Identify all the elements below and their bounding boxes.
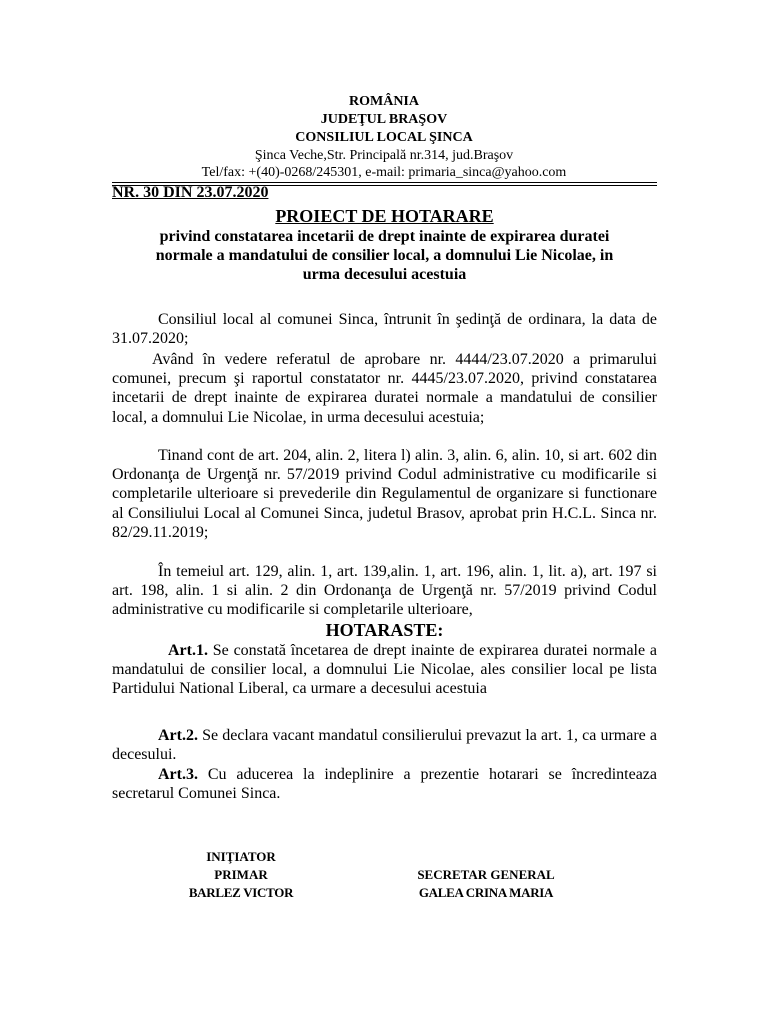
decision-heading: HOTARASTE: bbox=[325, 620, 444, 640]
document-subject bbox=[112, 227, 657, 284]
paragraph-text: Având în vedere referatul de aprobare nr. 4444/23.07.2020 a primarului comunei, precum şi raportul constatator nr. 4445/23.07.2020, privind constatarea incetarii de drept inainte de expirarea duratei normale a mandatului de consilier local, a domnului Lie Nicolae, in urma decesului acestuia; bbox=[112, 351, 657, 426]
header-country: ROMÂNIA bbox=[349, 94, 419, 109]
signature-secretary bbox=[400, 866, 572, 902]
paragraph-text: În temeiul art. 129, alin. 1, art. 139,alin. 1, art. 196, alin. 1, lit. a), art. 197 si art. 198, alin. 1 si alin. 2 din Ordonanţa de Urgenţă nr. 57/2019 privind Codul administrative cu modificarile si completarile ulterioare, bbox=[112, 563, 657, 619]
paragraph-text: Tinand cont de art. 204, alin. 2, litera l) alin. 3, alin. 6, alin. 10, si art. 602 din Ordonanţa de Urgenţă nr. 57/2019 privind Codul administrative cu modificarile si completarile ulterioare si prevederile din Regulamentul de organizare si functionare al Consiliului Local al Comunei Sinca, judetul Brasov, aprobat prin H.C.L. Sinca nr. 82/29.11.2019; bbox=[112, 447, 657, 541]
article-text: Se declara vacant mandatul consilierului prevazut la art. 1, ca urmare a decesului. bbox=[112, 727, 657, 764]
article-label: Art.1. bbox=[168, 642, 208, 659]
article-1 bbox=[112, 641, 657, 699]
paragraph-convened bbox=[112, 310, 657, 348]
paragraph-text: Consiliul local al comunei Sinca, întrunit în şedinţă de ordinara, la data de 31.07.2020; bbox=[112, 311, 657, 348]
paragraph-considering bbox=[112, 350, 657, 427]
signature-title: PRIMAR bbox=[214, 867, 268, 882]
article-text: Se constată încetarea de drept inainte de expirarea duratei normale a mandatului de consilier local, a domnului Lie Nicolae, ales consilier local pe lista Partidului National Liberal, ca urmare a decesului acestuia bbox=[112, 642, 657, 698]
header-address: Şinca Veche,Str. Principală nr.314, jud.Braşov bbox=[254, 148, 514, 163]
header-council: CONSILIUL LOCAL ŞINCA bbox=[295, 130, 473, 145]
article-3 bbox=[112, 765, 657, 803]
article-2 bbox=[112, 726, 657, 764]
paragraph-legal-basis bbox=[112, 562, 657, 620]
document-number: NR. 30 DIN 23.07.2020 bbox=[112, 184, 269, 201]
subject-line: normale a mandatului de consilier local, a domnului Lie Nicolae, in bbox=[155, 247, 614, 264]
signature-initiator bbox=[178, 848, 304, 902]
header-contact: Tel/fax: +(40)-0268/245301, e-mail: primaria_sinca@yahoo.com bbox=[201, 165, 567, 180]
header-divider bbox=[112, 182, 657, 183]
article-label: Art.3. bbox=[158, 766, 198, 783]
signature-name: GALEA CRINA MARIA bbox=[418, 885, 554, 900]
article-text: Cu aducerea la indeplinire a prezentie hotarari se încredinteaza secretarul Comunei Sinca. bbox=[112, 766, 657, 803]
subject-line: urma decesului acestuia bbox=[302, 266, 467, 283]
header-county: JUDEŢUL BRAŞOV bbox=[320, 112, 448, 127]
signature-role: INIŢIATOR bbox=[206, 849, 276, 864]
signature-title: SECRETAR GENERAL bbox=[417, 867, 555, 882]
subject-line: privind constatarea incetarii de drept inainte de expirarea duratei bbox=[159, 228, 610, 245]
signature-name: BARLEZ VICTOR bbox=[188, 885, 294, 900]
paragraph-taking-into-account bbox=[112, 446, 657, 542]
document-title: PROIECT DE HOTARARE bbox=[275, 206, 494, 226]
article-label: Art.2. bbox=[158, 727, 198, 744]
